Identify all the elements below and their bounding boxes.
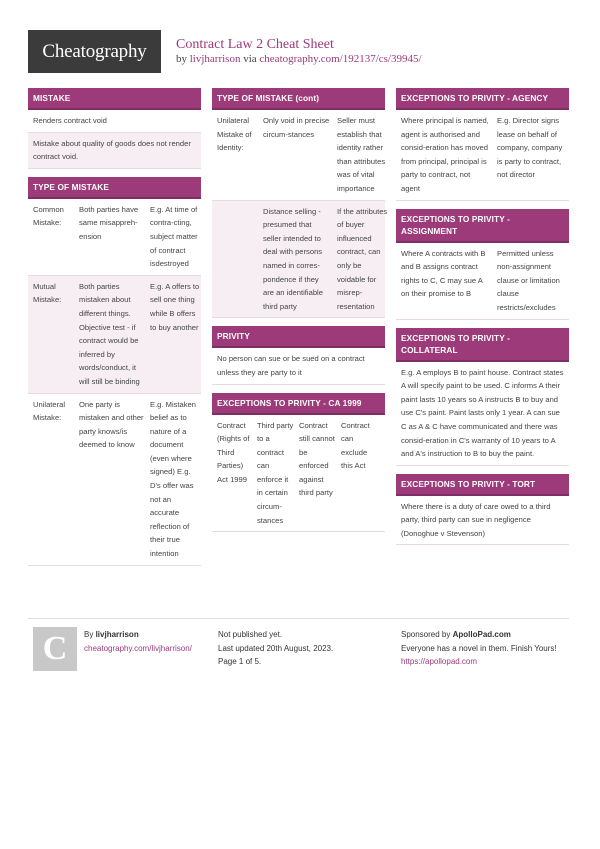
publish-status: Not published yet. (218, 630, 283, 639)
table-row (28, 394, 201, 566)
sheet-title: Contract Law 2 Cheat Sheet (176, 37, 334, 52)
card-title: MISTAKE (28, 88, 201, 110)
sponsor-prefix: Sponsored by (401, 630, 451, 639)
card-exceptions-assignment (396, 209, 569, 320)
via-label: via (243, 53, 257, 65)
card-exceptions-collateral (396, 328, 569, 466)
definition-cell: Third party to a contract can enforce it in certain circum-stances (257, 420, 294, 525)
table-row (28, 199, 201, 276)
footer-sponsor-block (401, 628, 571, 669)
example-cell: Permitted unless non-assignment clause or limitation clause restricts/excludes (497, 248, 560, 312)
sponsor-text: Everyone has a novel in them. Finish Yours! (401, 643, 557, 653)
footer-author-url[interactable]: cheatography.com/livjharrison/ (84, 643, 192, 653)
definition-cell: Distance selling - presumed that seller intended to deal with persons named in corres-pondence if they are an identifiable third party (263, 206, 323, 311)
page-number: Page 1 of 5. (218, 657, 262, 667)
text-row: E.g. A employs B to paint house. Contract states A will specify paint to be used. C informs A their paint lasts 10 years so A instructs B to buy and use C's paint. Paint lasts only 1 year. A can sue C as A & C have communicated and there was consid-eration in C's warranty of 10 years to A and A's instruction to B to buy the paint. (396, 362, 569, 466)
definition-cell: Contract can exclude this Act (341, 420, 370, 471)
sheet-byline (176, 53, 422, 65)
card-exceptions-tort (396, 474, 569, 546)
card-title: PRIVITY (212, 326, 385, 348)
definition-cell: One party is mistaken and other party knows/is deemed to know (79, 399, 144, 450)
table-row (212, 415, 385, 533)
text-row: Where there is a duty of care owed to a third party, third party can sue in negligence (Donoghue v Stevenson) (396, 496, 569, 546)
footer-status-block (218, 628, 333, 669)
logo-text: Cheatography (42, 40, 147, 62)
sheet-url-link[interactable]: cheatography.com/192137/cs/39945/ (259, 53, 422, 65)
term-cell: Unilateral Mistake: (33, 399, 66, 423)
footer-author-block (84, 628, 192, 655)
card-title: EXCEPTIONS TO PRIVITY - CA 1999 (212, 393, 385, 415)
example-cell: E.g. A offers to sell one thing while B offers to buy another (150, 281, 200, 332)
definition-cell: Only void in precise circum-stances (263, 116, 330, 139)
card-title: EXCEPTIONS TO PRIVITY - ASSIGNMENT (396, 209, 569, 243)
table-row (212, 110, 385, 201)
card-privity (212, 326, 385, 384)
term-cell: Unilateral Mistake of Identity: (217, 116, 252, 153)
card-type-of-mistake-cont (212, 88, 388, 318)
cont-label: (cont) (295, 93, 320, 103)
footer-author-name[interactable]: livjharrison (95, 630, 139, 639)
card-title (212, 88, 385, 110)
sponsor-line (401, 628, 571, 642)
text-row: Mistake about quality of goods does not render contract void. (28, 133, 201, 169)
card-exceptions-agency (396, 88, 569, 201)
footer-divider (28, 618, 569, 619)
card-title: EXCEPTIONS TO PRIVITY - COLLATERAL (396, 328, 569, 362)
card-title: EXCEPTIONS TO PRIVITY - AGENCY (396, 88, 569, 110)
column-1 (28, 88, 201, 574)
last-updated: Last updated 20th August, 2023. (218, 643, 334, 653)
card-exceptions-ca-1999 (212, 393, 385, 533)
text-row: No person can sue or be sued on a contract unless they are party to it (212, 348, 385, 384)
table-row (28, 276, 201, 394)
example-cell: E.g. At time of contra-cting, subject matter of contract isdestroyed (150, 204, 198, 269)
card-type-of-mistake (28, 177, 201, 566)
card-title: EXCEPTIONS TO PRIVITY - TORT (396, 474, 569, 496)
term-cell: Mutual Mistake: (33, 281, 62, 305)
footer-by-label: By (84, 630, 94, 639)
footer-author-line (84, 628, 192, 642)
card-title-text: TYPE OF MISTAKE (217, 93, 294, 103)
footer-logo-letter: C (42, 630, 68, 667)
definition-cell: Contract still cannot be enforced against third party (299, 420, 335, 498)
sponsor-url[interactable]: https://apollopad.com (401, 657, 478, 667)
card-mistake (28, 88, 201, 169)
table-row (212, 201, 388, 319)
table-row (396, 243, 569, 320)
card-title: TYPE OF MISTAKE (28, 177, 201, 199)
footer-cheatography-icon (33, 627, 77, 671)
example-cell: If the attributes of buyer influenced contract, can only be voidable for misrep-resentation (337, 206, 388, 311)
cheatography-logo[interactable] (28, 30, 161, 73)
example-cell: Seller must establish that identity rather than attributes was of vital importance (337, 116, 386, 193)
term-cell: Contract (Rights of Third Parties) Act 1999 (217, 420, 250, 484)
by-label: by (176, 53, 187, 65)
definition-cell: Both parties mistaken about different things. Objective test - if contract would be inferred by words/conduct, it will still be binding (79, 281, 140, 386)
text-row: Renders contract void (28, 110, 201, 133)
example-cell: E.g. Director signs lease on behalf of company, company is party to contract, not director (497, 116, 563, 180)
column-3 (396, 88, 569, 553)
term-cell (217, 205, 257, 314)
term-cell: Common Mistake: (33, 204, 64, 228)
example-cell: E.g. Mistaken belief as to nature of a document (even where signed) E.g. D's offer was not an accurate reflection of their true intention (150, 399, 197, 559)
author-link[interactable]: livjharrison (189, 53, 241, 65)
definition-cell: Where A contracts with B and B assigns contract rights to C, C may sue A on their promise to B (401, 248, 486, 299)
definition-cell: Both parties have same misappreh-ension (79, 204, 139, 241)
definition-cell: Where principal is named, agent is authorised and consid-eration has moved from principal, principal is party to contract, not agent (401, 116, 489, 193)
sponsor-name[interactable]: ApolloPad.com (452, 630, 511, 639)
table-row (396, 110, 569, 201)
column-2 (212, 88, 388, 540)
